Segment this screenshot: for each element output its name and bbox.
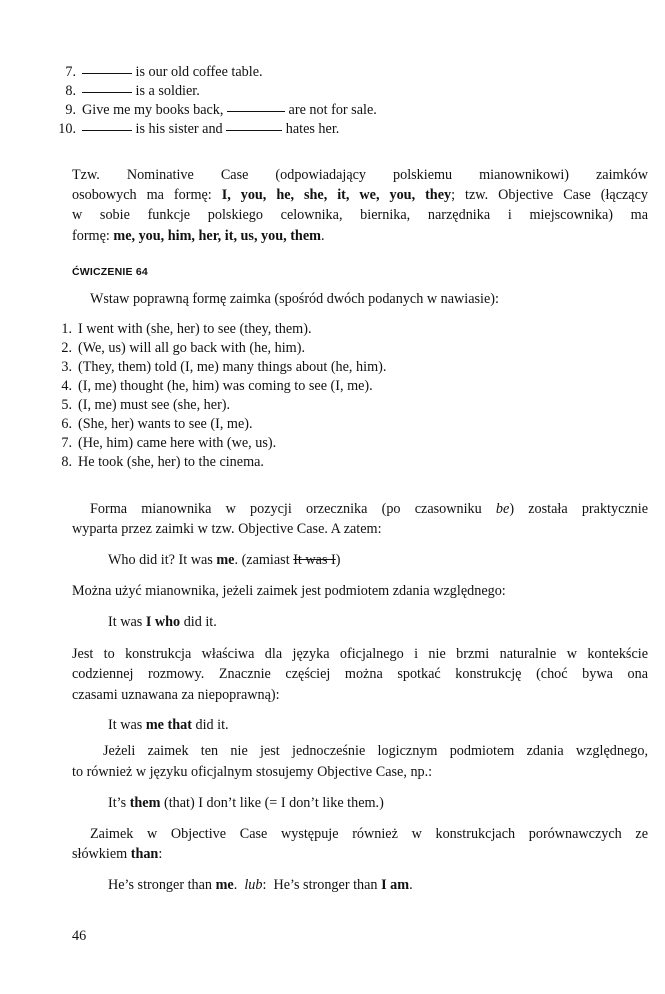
exercise-item-8 <box>52 453 264 471</box>
text: : He’s stronger than <box>262 877 378 893</box>
item-number: 2. <box>61 340 72 356</box>
item-number: 6. <box>61 416 72 432</box>
explanation-p3-line-1: Jest to konstrukcja właściwa dla języka oficjalnego i nie brzmi naturalnie w kontekście <box>72 646 648 662</box>
text: It’s <box>108 795 127 811</box>
intro-line-3: w sobie funkcje polskiego celownika, biernika, narzędnika i miejscownika) ma <box>72 207 648 223</box>
exercise-item-1 <box>52 320 312 338</box>
item-number: 5. <box>61 397 72 413</box>
item-number: 7. <box>65 64 76 80</box>
item-number: 3. <box>61 359 72 375</box>
example-5 <box>108 876 413 894</box>
item-text: is his sister and <box>135 121 223 137</box>
answer-blank <box>227 111 285 112</box>
text: . <box>320 228 325 244</box>
text: formę: <box>72 228 110 244</box>
explanation-p5-line-1: Zaimek w Objective Case występuje również w konstrukcjach porównawczych ze <box>90 826 648 842</box>
text: : <box>158 846 163 862</box>
bold-pronoun: I am <box>381 877 410 893</box>
bold-pronoun: I who <box>145 614 181 630</box>
text: Forma mianownika w pozycji orzecznika (po czasowniku <box>90 501 482 517</box>
objective-forms: me, you, him, her, it, us, you, them <box>113 228 321 244</box>
page-number: 46 <box>72 928 87 944</box>
item-text: He took (she, her) to the cinema. <box>78 454 264 470</box>
intro-line-2 <box>72 186 648 204</box>
intro-line-1: Tzw. Nominative Case (odpowiadający polskiemu mianownikowi) zaimków <box>72 167 648 183</box>
item-text: hates her. <box>285 121 340 137</box>
explanation-p1-line-2: wyparta przez zaimki w tzw. Objective Case. A zatem: <box>72 521 382 537</box>
text: It was <box>108 717 143 733</box>
prev-item-9 <box>56 101 377 119</box>
item-number: 8. <box>65 83 76 99</box>
exercise-item-3 <box>52 358 386 376</box>
item-text: (I, me) thought (he, him) was coming to see (I, me). <box>78 378 373 394</box>
item-text: (We, us) will all go back with (he, him). <box>78 340 305 356</box>
explanation-p4-line-2: to również w języku oficjalnym stosujemy Objective Case, np.: <box>72 764 433 780</box>
example-4 <box>108 794 384 812</box>
text: It was <box>108 614 143 630</box>
text: Who did it? It was <box>108 552 213 568</box>
exercise-item-2 <box>52 339 305 357</box>
example-1 <box>108 551 340 569</box>
item-number: 8. <box>61 454 72 470</box>
text: . <box>233 877 238 893</box>
item-text: (They, them) told (I, me) many things about (he, him). <box>78 359 387 375</box>
item-number: 10. <box>58 121 76 137</box>
bold-pronoun: me <box>215 877 234 893</box>
exercise-item-5 <box>52 396 230 414</box>
nominative-forms: I, you, he, she, it, we, you, they <box>221 187 452 203</box>
prev-item-8 <box>56 82 200 100</box>
exercise-item-4 <box>52 377 373 395</box>
item-text: is our old coffee table. <box>135 64 263 80</box>
item-text: Give me my books back, <box>82 102 224 118</box>
bold-pronoun: me that <box>145 717 192 733</box>
item-number: 9. <box>65 102 76 118</box>
struck-text: It was I <box>293 552 336 568</box>
item-text: (She, her) wants to see (I, me). <box>78 416 253 432</box>
bold-word: than <box>130 846 159 862</box>
intro-line-4 <box>72 227 325 245</box>
item-number: 4. <box>61 378 72 394</box>
explanation-p3-line-2: codziennej rozmowy. Znacznie częściej można spotkać konstrukcję (choć bywa ona <box>72 666 648 682</box>
example-3 <box>108 716 229 734</box>
exercise-item-7 <box>52 434 276 452</box>
text: . <box>409 877 413 893</box>
answer-blank <box>82 73 132 74</box>
prev-item-10 <box>56 120 339 138</box>
text: (that) I don’t like (= I don’t like them.) <box>163 795 384 811</box>
item-text: is a soldier. <box>135 83 200 99</box>
text: słówkiem <box>72 846 128 862</box>
explanation-p5-line-2 <box>72 845 162 863</box>
prev-item-7 <box>56 63 263 81</box>
explanation-p3-line-3: czasami uznawana za niepoprawną): <box>72 687 280 703</box>
item-number: 1. <box>61 321 72 337</box>
text: osobowych ma formę: <box>72 187 212 203</box>
be-verb: be <box>495 501 510 517</box>
item-number: 7. <box>61 435 72 451</box>
bold-pronoun: them <box>129 795 161 811</box>
text: did it. <box>195 717 229 733</box>
example-2 <box>108 613 217 631</box>
text: . (zamiast <box>234 552 290 568</box>
text: He’s stronger than <box>108 877 213 893</box>
explanation-p1-line-1 <box>90 500 648 518</box>
item-text: I went with (she, her) to see (they, them). <box>78 321 312 337</box>
answer-blank <box>82 92 132 93</box>
exercise-item-6 <box>52 415 253 433</box>
item-text: (He, him) came here with (we, us). <box>78 435 277 451</box>
text: ; tzw. Objective Case (łączący <box>451 187 648 203</box>
item-text: are not for sale. <box>288 102 377 118</box>
italic-word: lub <box>244 877 263 893</box>
bold-pronoun: me <box>216 552 235 568</box>
text: did it. <box>183 614 217 630</box>
item-text: (I, me) must see (she, her). <box>78 397 231 413</box>
exercise-heading: ĆWICZENIE 64 <box>72 266 148 278</box>
answer-blank <box>82 130 132 131</box>
answer-blank <box>226 130 282 131</box>
explanation-p4-line-1: Jeżeli zaimek ten nie jest jednocześnie logicznym podmiotem zdania względnego, <box>103 743 648 759</box>
text: ) <box>335 552 341 568</box>
explanation-p2: Można użyć mianownika, jeżeli zaimek jest podmiotem zdania względnego: <box>72 583 506 599</box>
exercise-instruction: Wstaw poprawną formę zaimka (spośród dwóch podanych w nawiasie): <box>90 291 499 307</box>
text: ) została praktycznie <box>509 501 648 517</box>
